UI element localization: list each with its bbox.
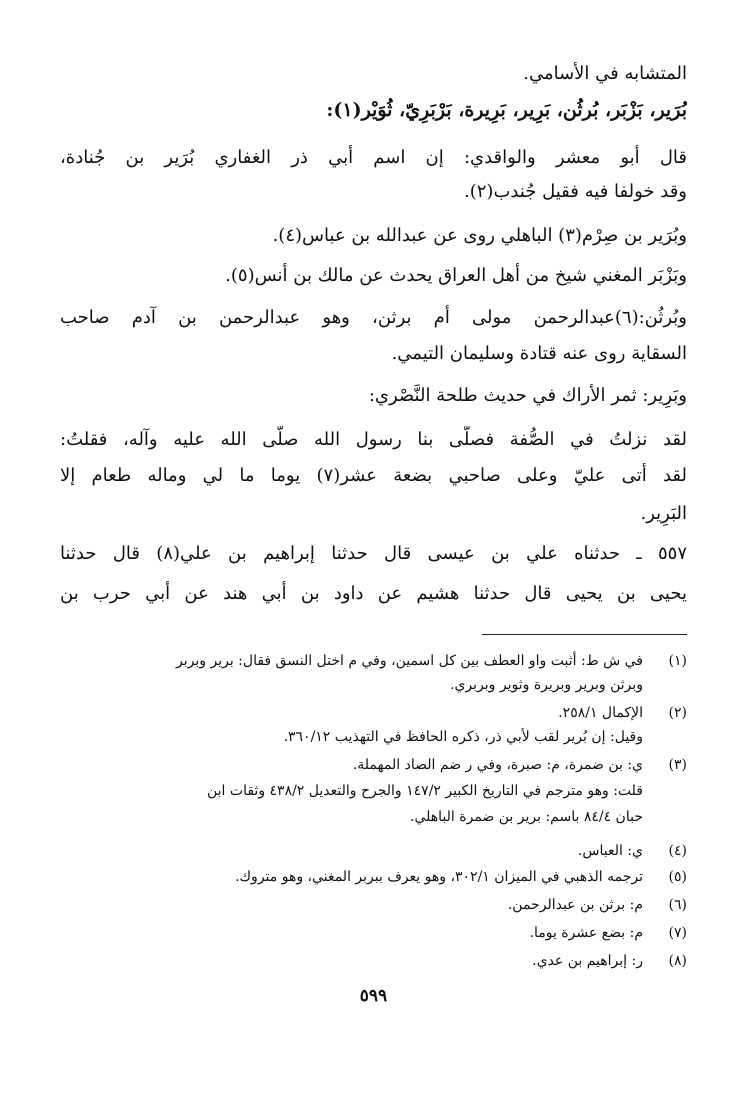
body-line-4: وقد خولفا فيه فقيل جُندب(٢). [464, 181, 687, 202]
body-line-11: لقد أتى عليّ وعلى صاحبي بضعة عشر(٧) يوما ما لي وماله طعام إلا [60, 465, 687, 486]
body-line-3: قال أبو معشر والواقدي: إن اسم أبي ذر الغفاري بُرَير بن جُنادة، [60, 147, 687, 168]
page-number: ٥٩٩ [359, 986, 388, 1006]
body-line-12: البَرِير. [640, 503, 687, 524]
hadith-557-line-2: يحيى بن يحيى قال حدثنا هشيم عن داود بن أبي هند عن أبي حرب بن [60, 583, 687, 604]
footnote-4: (٤)ي: العباس. [577, 843, 687, 859]
footnote-6: (٦)م: برثن بن عبدالرحمن. [507, 897, 687, 913]
footnote-8: (٨)ر: إبراهيم بن عدي. [532, 953, 687, 969]
footnote-7: (٧)م: بضع عشرة يوما. [529, 925, 687, 941]
footnote-3-cont-1: قلت: وهو مترجم في التاريخ الكبير ١٤٧/٢ والجرح والتعديل ٤٣٨/٢ وثقات ابن [207, 783, 643, 799]
footnote-2: (٢)الإكمال ٢٥٨/١. [558, 705, 687, 721]
body-line-9: وبَرِير: ثمر الأراك في حديث طلحة النَّصْري: [368, 385, 687, 406]
footnote-3: (٣)ي: بن ضمرة، م: صبرة، وفي ر ضم الصاد المهملة. [352, 757, 687, 773]
body-line-10: لقد نزلتُ في الصُّفة فصلَّى بنا رسول الله صلَّى الله عليه وآله، فقلتُ: [60, 429, 687, 450]
body-line-1: المتشابه في الأسامي. [523, 63, 687, 84]
body-line-7: وبُرثُن:(٦)عبدالرحمن مولى أم برثن، وهو عبدالرحمن بن آدم صاحب [60, 307, 687, 328]
body-line-6: وبَزْبَر المغني شيخ من أهل العراق يحدث عن مالك بن أنس(٥). [225, 265, 687, 286]
body-line-8: السقاية روى عنه قتادة وسليمان التيمي. [391, 343, 687, 364]
body-line-5: وبُرَير بن صِرْم(٣) الباهلي روى عن عبدالله بن عباس(٤). [272, 225, 687, 246]
hadith-557-line-1: ٥٥٧ ـ حدثناه علي بن عيسى قال حدثنا إبراهيم بن علي(٨) قال حدثنا [60, 543, 687, 564]
footnote-5: (٥)ترجمه الذهبي في الميزان ٣٠٢/١، وهو يعرف ببربر المغني، وهو متروك. [235, 869, 687, 885]
footnote-1-cont: وبرثن وبرير وبريرة وثوير وبربري. [450, 677, 643, 693]
footnote-1: (١)في ش ط: أثبت واو العطف بين كل اسمين، وفي م اختل النسق فقال: برير وبربر [176, 653, 687, 669]
body-line-names: بُرَير، بَزْبَر، بُرثُن، بَرِير، بَرِيرة، بَرْبَرِيّ، ثُوَيْر(١): [326, 99, 687, 121]
footnote-3-cont-2: حبان ٨٤/٤ باسم: برير بن ضمرة الباهلي. [410, 809, 643, 825]
footnote-2-cont: وقيل: إن بُرير لقب لأبي ذر، ذكره الحافظ في التهذيب ٣٦٠/١٢. [283, 729, 643, 745]
footnote-separator [482, 634, 687, 635]
